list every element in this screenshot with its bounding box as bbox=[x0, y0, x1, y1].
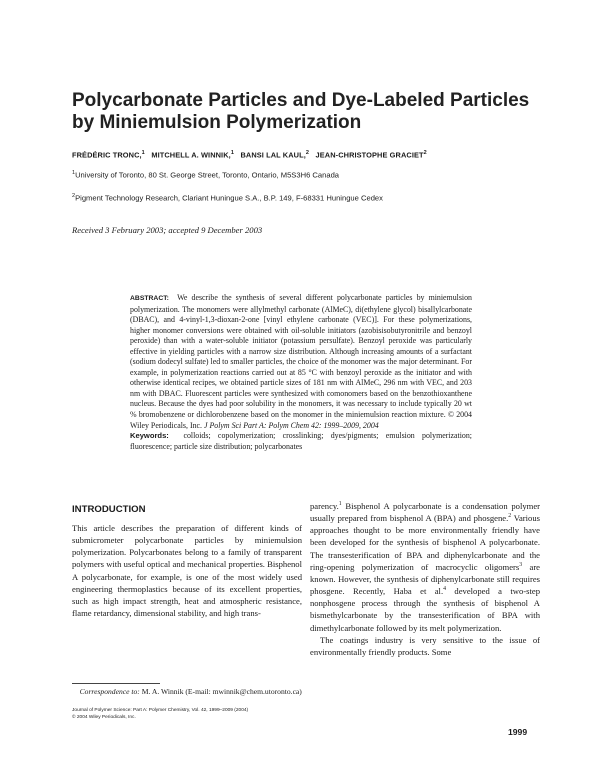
affiliation-1: $^1$University of Toronto, 80 St. George Street, Toronto, Ontario, M5S3H6 Canada bbox=[72, 170, 340, 180]
abstract-label: ABSTRACT: bbox=[130, 295, 169, 302]
author-name: MITCHELL A. WINNIK, bbox=[151, 150, 231, 160]
intro-paragraph: This article describes the preparation of different kinds of submicrometer polycarbonate particles by miniemulsion polymerization. Polycarbonates belong to a family of transparent polymers with useful optical and mechanical properties. Bisphenol A polycarbonate, for example, is one of the most widely used engineering thermoplastics because of its excellent properties, such as high impact strength, heat and atmospheric resistance, flame retardancy, dimensional stability, and high trans- bbox=[72, 523, 302, 619]
affiliation-2: $^2$Pigment Technology Research, Clariant Huningue S.A., B.P. 149, F-68331 Huningue Cedex bbox=[72, 193, 383, 203]
journal-citation: J Polym Sci Part A: Polym Chem 42: 1999–2009, 2004 bbox=[203, 420, 379, 430]
journal-info: Journal of Polymer Science: Part A: Polymer Chemistry, Vol. 42, 1999–2009 (2004) © 2004 Wiley Periodicals, Inc. bbox=[72, 708, 249, 720]
section-heading: INTRODUCTION bbox=[72, 504, 146, 515]
keywords-label: Keywords: bbox=[130, 431, 169, 441]
column-left bbox=[72, 522, 302, 619]
citation-ref: 2 bbox=[508, 513, 512, 520]
article-title: Polycarbonate Particles and Dye-Labeled Particles by Miniemulsion Polymerization bbox=[72, 90, 530, 133]
page-number: 1999 bbox=[508, 727, 528, 737]
keywords: colloids; copolymerization; crosslinking; dyes/pigments; emulsion polymerization; fluorescence; particle size distribution; polycarbonates bbox=[130, 431, 473, 451]
citation-ref: 3 bbox=[519, 561, 523, 568]
citation-ref: 1 bbox=[338, 501, 342, 508]
author-name: FRÉDÉRIC TRONC, bbox=[72, 150, 142, 160]
author-name: BANSI LAL KAUL, bbox=[240, 150, 306, 160]
citation-ref: 4 bbox=[443, 586, 447, 593]
copyright-notice: © 2004 Wiley Periodicals, Inc. bbox=[130, 410, 472, 430]
author-name: JEAN-CHRISTOPHE GRACIET bbox=[315, 150, 424, 160]
abstract bbox=[130, 293, 472, 452]
abstract-text: We describe the synthesis of several different polycarbonate particles by miniemulsion polymerization. The monomers were allylmethyl carbonate (AlMeC), di(ethylene glycol) bisallylcarbonate (DBAC), and 4-vinyl-1,3-dioxan-2-one [vinyl ethylene carbonate (VEC)]. For these polymerizations, higher monomer conversions were obtained with oil-soluble initiators (azobisisobutyronitrile and benzoyl peroxide) than with a water-soluble initiator (potassium persulfate). Benzoyl peroxide was particularly effective in yielding particles with a narrow size distribution. Although increasing amounts of a surfactant (sodium dodecyl sulfate) led to smaller particles, the choice of the monomer was the major determinant. For example, in polymerization reactions carried out at 85 °C with benzoyl peroxide as the initiator and with otherwise identical recipes, we obtained particle sizes of 181 nm with AlMeC, 296 nm with VEC, and 203 nm with DBAC. Fluorescent particles were synthesized with comonomers based on the benzothioxanthene nucleus. Because the dyes had poor solubility in the monomers, it was necessary to include typically 20 wt % bromobenzene or dichlorobenzene based on the monomer in the miniemulsion reaction mixture. bbox=[130, 293, 472, 420]
column-right bbox=[310, 500, 540, 658]
intro-paragraph-continued: parency.$^1$ Bisphenol A polycarbonate is a condensation polymer usually prepared from bisphenol A (BPA) and phosgene.$^2$ Various approaches thought to be more environmentally friendly have been developed for the synthesis of bisphenol A polycarbonate. The transesterification of BPA and diphenylcarbonate and the ring-opening polymerization of macrocyclic oligomers$^3$ are known. However, the synthesis of diphenylcarbonate still requires phosgene. Recently, Haba et al.$^4$ developed a two-step nonphosgene process through the synthesis of bisphenol A bismethylcarbonate by the transesterification of BPA with dimethylcarbonate followed by its melt polymerization. bbox=[310, 501, 540, 633]
intro-paragraph: The coatings industry is very sensitive to the issue of environmentally friendly products. Some bbox=[310, 634, 540, 657]
footnote-rule bbox=[72, 683, 160, 684]
author-list: FRÉDÉRIC TRONC,$^1$ MITCHELL A. WINNIK,$^1$ BANSI LAL KAUL,$^2$ JEAN-CHRISTOPHE GRACIET$^2$ bbox=[72, 150, 427, 160]
correspondence-note: Correspondence to: M. A. Winnik (E-mail: mwinnik@chem.utoronto.ca) bbox=[79, 687, 302, 696]
received-dates: Received 3 February 2003; accepted 9 December 2003 bbox=[72, 225, 263, 235]
